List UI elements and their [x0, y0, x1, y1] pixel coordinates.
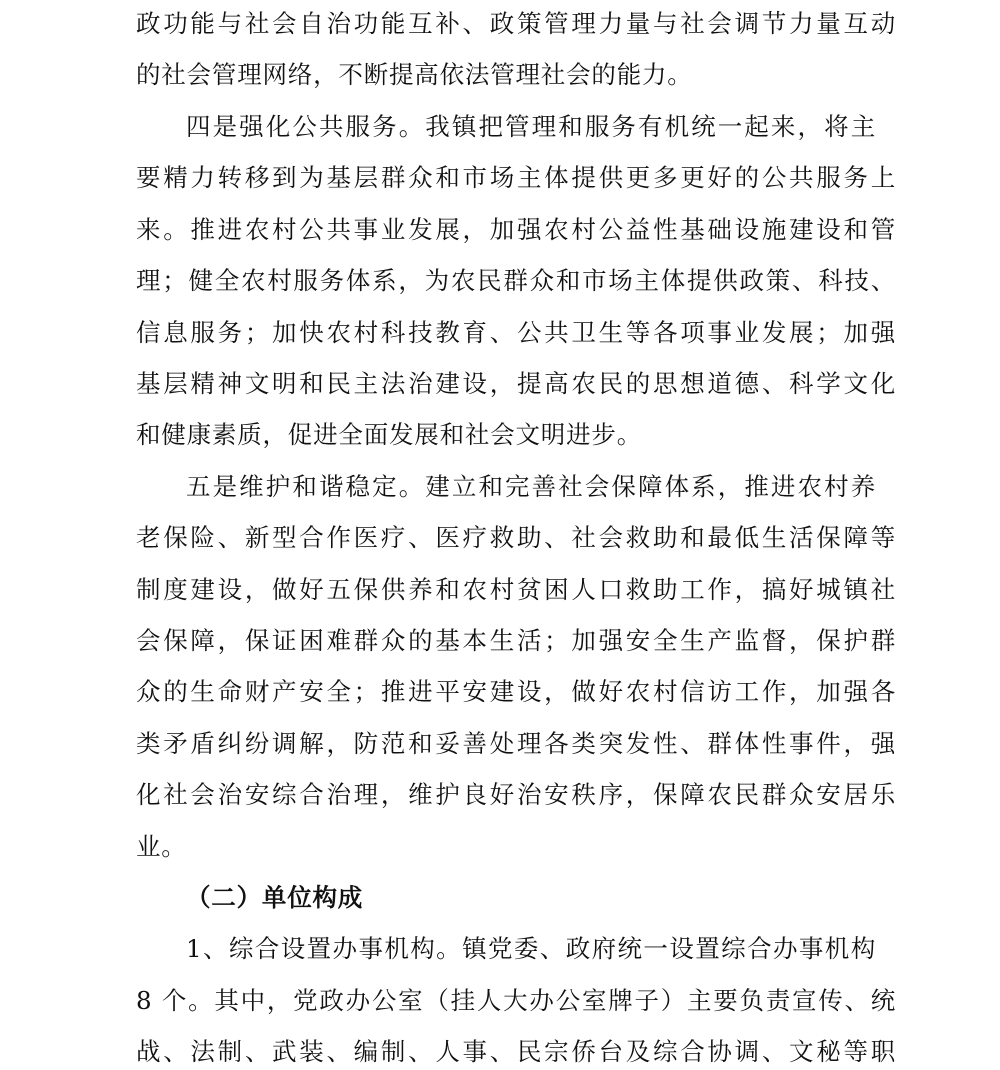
- text-line-5: 来。推进农村公共事业发展，加强农村公益性基础设施建设和管: [136, 215, 896, 244]
- text-line-21: 战、法制、武装、编制、人事、民宗侨台及综合协调、文秘等职: [136, 1037, 896, 1066]
- text-line-17: 业。: [136, 832, 187, 861]
- text-line-13: 会保障，保证困难群众的基本生活；加强安全生产监督，保护群: [136, 626, 896, 655]
- section-heading: （二）单位构成: [186, 883, 364, 912]
- text-line-8: 基层精神文明和民主法治建设，提高农民的思想道德、科学文化: [136, 369, 896, 398]
- text-line-2: 的社会管理网络，不断提高依法管理社会的能力。: [136, 60, 693, 89]
- text-line-14: 众的生命财产安全；推进平安建设，做好农村信访工作，加强各: [136, 677, 896, 706]
- text-line-15: 类矛盾纠纷调解，防范和妥善处理各类突发性、群体性事件，强: [136, 729, 896, 758]
- item-1-first-line: 1、综合设置办事机构。镇党委、政府统一设置综合办事机构: [186, 934, 876, 963]
- text-line-16: 化社会治安综合治理，维护良好治安秩序，保障农民群众安居乐: [136, 780, 896, 809]
- text-line-11: 老保险、新型合作医疗、医疗救助、社会救助和最低生活保障等: [136, 523, 896, 552]
- paragraph-4-first-line: 四是强化公共服务。我镇把管理和服务有机统一起来，将主: [186, 112, 876, 141]
- paragraph-5-first-line: 五是维护和谐稳定。建立和完善社会保障体系，推进农村养: [186, 472, 876, 501]
- text-line-1: 政功能与社会自治功能互补、政策管理力量与社会调节力量互动: [136, 9, 896, 38]
- text-line-20: 8 个。其中，党政办公室（挂人大办公室牌子）主要负责宣传、统: [136, 986, 896, 1015]
- text-line-7: 信息服务；加快农村科技教育、公共卫生等各项事业发展；加强: [136, 318, 896, 347]
- text-line-4: 要精力转移到为基层群众和市场主体提供更多更好的公共服务上: [136, 163, 896, 192]
- text-line-12: 制度建设，做好五保供养和农村贫困人口救助工作，搞好城镇社: [136, 575, 896, 604]
- text-line-9: 和健康素质，促进全面发展和社会文明进步。: [136, 420, 642, 449]
- text-line-6: 理；健全农村服务体系，为农民群众和市场主体提供政策、科技、: [136, 266, 896, 295]
